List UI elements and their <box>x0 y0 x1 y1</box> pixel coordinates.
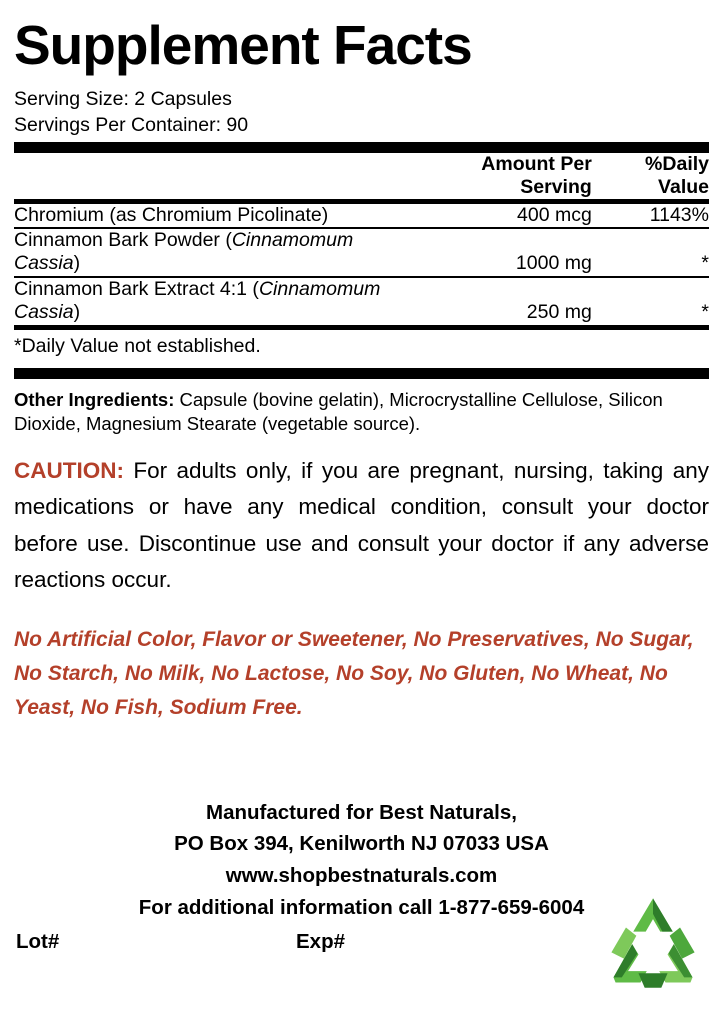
nutrient-name: Chromium (as Chromium Picolinate) <box>14 203 329 226</box>
nutrient-name-prefix: Cinnamon Bark Extract 4:1 ( <box>14 277 259 300</box>
page-title: Supplement Facts <box>14 14 472 76</box>
table-row <box>14 278 709 325</box>
table-header-row <box>14 153 709 198</box>
nutrient-daily-value: 1143% <box>649 203 709 226</box>
other-ingredients <box>14 388 709 437</box>
divider-thick-top <box>14 142 709 153</box>
header-dv-line2: Value <box>658 176 709 199</box>
header-dv-line1: %Daily <box>645 153 709 176</box>
nutrient-rows <box>14 204 709 227</box>
table-row <box>14 229 709 276</box>
nutrient-daily-value: * <box>701 301 709 324</box>
recycle-icon <box>601 894 705 990</box>
other-ingredients-label: Other Ingredients: <box>14 388 175 410</box>
lot-label: Lot# <box>16 929 60 953</box>
nutrient-name-latin: Cinnamomum Cassia <box>14 277 381 324</box>
header-blank <box>14 153 417 198</box>
daily-value-footnote: *Daily Value not established. <box>14 334 261 357</box>
nutrient-rows-3 <box>14 278 709 325</box>
serving-info <box>14 87 709 138</box>
table-row <box>14 204 709 227</box>
nutrient-name <box>14 278 417 325</box>
header-amount-line2: Serving <box>520 176 592 199</box>
nutrient-name-suffix: ) <box>73 252 81 275</box>
nutrient-name-latin: Cinnamomum Cassia <box>14 229 354 275</box>
serving-size: Serving Size: 2 Capsules <box>14 88 232 110</box>
free-from-claims: No Artificial Color, Flavor or Sweetener, No Preservatives, No Sugar, No Starch, No Milk, No Lactose, No Soy, No Gluten, No Wheat, No Yeast, No Fish, Sodium Free. <box>14 627 694 719</box>
header-daily-value <box>598 153 709 198</box>
nutrient-name-prefix: Cinnamon Bark Powder ( <box>14 229 232 252</box>
nutrient-amount: 400 mcg <box>517 203 592 226</box>
other-ingredients-text: Capsule (bovine gelatin), Microcrystalline Cellulose, Silicon Dioxide, Magnesium Stearate (vegetable source). <box>14 388 663 435</box>
nutrient-daily-value: * <box>701 252 709 275</box>
nutrient-amount: 1000 mg <box>515 252 592 275</box>
header-amount-per-serving <box>417 153 598 198</box>
exp-label: Exp# <box>296 929 345 953</box>
nutrition-table <box>14 153 709 198</box>
nutrient-amount: 250 mg <box>526 301 592 324</box>
caution-statement <box>14 453 709 599</box>
nutrient-name <box>14 229 417 276</box>
nutrient-name-suffix: ) <box>73 301 81 324</box>
divider-thick-bottom <box>14 368 709 379</box>
manufacturer-line: Manufactured for Best Naturals, <box>206 800 517 824</box>
nutrient-rows-2 <box>14 229 709 276</box>
phone-line: For additional information call 1-877-659-6004 <box>138 895 585 919</box>
website-line[interactable]: www.shopbestnaturals.com <box>225 864 498 888</box>
caution-text: For adults only, if you are pregnant, nursing, taking any medications or have any medical condition, consult your doctor before use. Discontinue use and consult your doctor if any adverse reactions occur. <box>14 457 709 593</box>
address-line: PO Box 394, Kenilworth NJ 07033 USA <box>174 832 549 856</box>
header-amount-line1: Amount Per <box>481 153 592 176</box>
caution-label: CAUTION: <box>14 457 124 483</box>
servings-per-container: Servings Per Container: 90 <box>14 113 249 136</box>
